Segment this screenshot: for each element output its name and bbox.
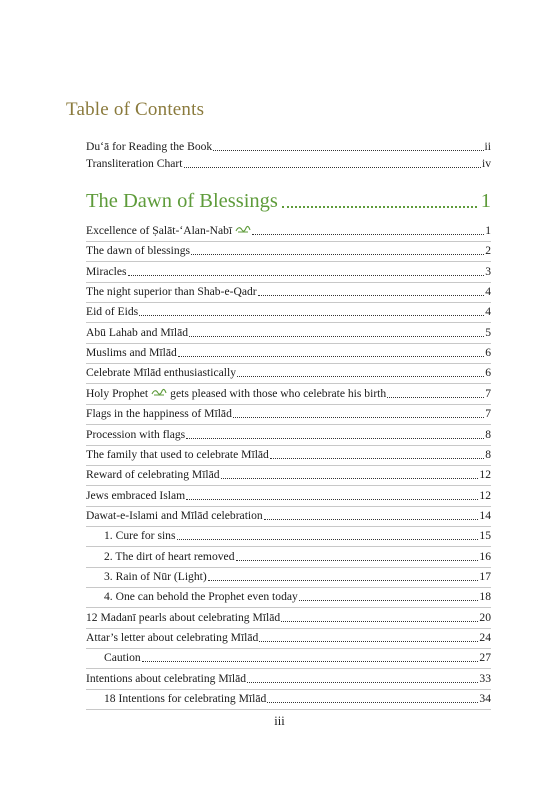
toc-entry-page: 7 bbox=[485, 387, 491, 400]
toc-entry-page: 5 bbox=[485, 326, 491, 339]
dot-leader bbox=[281, 621, 478, 622]
toc-entry-label: Celebrate Mīlād enthusiastically bbox=[86, 366, 237, 379]
toc-entry-label: Muslims and Mīlād bbox=[86, 346, 177, 359]
toc-entry[interactable] bbox=[86, 407, 491, 421]
dot-leader bbox=[186, 438, 484, 439]
toc-entry[interactable] bbox=[104, 529, 491, 543]
row-divider bbox=[86, 282, 491, 283]
row-divider bbox=[86, 363, 491, 364]
toc-entry-page: 33 bbox=[479, 672, 491, 685]
toc-entry[interactable] bbox=[104, 590, 491, 604]
toc-entry-page: 6 bbox=[485, 346, 491, 359]
toc-entry-page: 4 bbox=[485, 285, 491, 298]
dot-leader bbox=[177, 539, 479, 540]
toc-entry[interactable] bbox=[86, 631, 491, 645]
toc-entry-label: Flags in the happiness of Mīlād bbox=[86, 407, 232, 420]
toc-entry[interactable] bbox=[104, 570, 491, 584]
chapter-dot-leader bbox=[282, 206, 477, 208]
dot-leader bbox=[208, 580, 479, 581]
dot-leader bbox=[184, 167, 481, 168]
toc-entry-page: 12 bbox=[479, 489, 491, 502]
toc-entry-page: 3 bbox=[485, 265, 491, 278]
row-divider bbox=[86, 648, 491, 649]
toc-entry[interactable] bbox=[86, 387, 491, 401]
row-divider bbox=[86, 689, 491, 690]
row-divider bbox=[86, 587, 491, 588]
toc-entry-label: Transliteration Chart bbox=[86, 157, 183, 170]
toc-entry-page: 24 bbox=[479, 631, 491, 644]
row-divider bbox=[86, 506, 491, 507]
dot-leader bbox=[189, 336, 484, 337]
dot-leader bbox=[264, 519, 479, 520]
dot-leader bbox=[221, 478, 479, 479]
row-divider bbox=[86, 383, 491, 384]
dot-leader bbox=[236, 560, 479, 561]
dot-leader bbox=[213, 150, 483, 151]
dot-leader bbox=[237, 376, 484, 377]
toc-entry[interactable] bbox=[86, 265, 491, 279]
row-divider bbox=[86, 607, 491, 608]
toc-entry-label: 18 Intentions for celebrating Mīlād bbox=[104, 692, 267, 705]
row-divider bbox=[86, 424, 491, 425]
row-divider bbox=[86, 668, 491, 669]
toc-entry-page: 34 bbox=[479, 692, 491, 705]
row-divider bbox=[86, 628, 491, 629]
row-divider bbox=[86, 343, 491, 344]
toc-entry[interactable] bbox=[104, 550, 491, 564]
dot-leader bbox=[233, 417, 484, 418]
toc-entry[interactable] bbox=[86, 509, 491, 523]
dot-leader bbox=[186, 499, 478, 500]
row-divider bbox=[86, 465, 491, 466]
honorific-calligraphy-icon bbox=[235, 224, 251, 234]
toc-entry-label: Reward of celebrating Mīlād bbox=[86, 468, 220, 481]
dot-leader bbox=[270, 458, 484, 459]
toc-entry-front-1[interactable] bbox=[86, 140, 491, 154]
toc-entry-page: ii bbox=[484, 140, 491, 153]
dot-leader bbox=[128, 275, 485, 276]
toc-entry-label: Du‘ā for Reading the Book bbox=[86, 140, 213, 153]
row-divider bbox=[86, 302, 491, 303]
toc-entry[interactable] bbox=[86, 305, 491, 319]
toc-entry-page: 18 bbox=[479, 590, 491, 603]
dot-leader bbox=[259, 641, 478, 642]
toc-entry-label: Miracles bbox=[86, 265, 127, 278]
toc-entry-page: 6 bbox=[485, 366, 491, 379]
toc-entry-page: iv bbox=[481, 157, 491, 170]
toc-entry-label: Excellence of Ṣalāt-‘Alan-Nabī bbox=[86, 224, 233, 237]
toc-entry-label: The night superior than Shab-e-Qadr bbox=[86, 285, 257, 298]
toc-entry-label: Intentions about celebrating Mīlād bbox=[86, 672, 247, 685]
toc-entry[interactable] bbox=[86, 366, 491, 380]
toc-entry-label: Eid of Eids bbox=[86, 305, 139, 318]
toc-entry-page: 7 bbox=[485, 407, 491, 420]
toc-entry[interactable] bbox=[86, 285, 491, 299]
dot-leader bbox=[252, 234, 484, 235]
dot-leader bbox=[267, 702, 478, 703]
toc-entry-page: 4 bbox=[485, 305, 491, 318]
row-divider bbox=[86, 526, 491, 527]
dot-leader bbox=[258, 295, 485, 296]
toc-entry-page: 17 bbox=[479, 570, 491, 583]
toc-entry[interactable] bbox=[86, 448, 491, 462]
toc-entry-page: 8 bbox=[485, 448, 491, 461]
dot-leader bbox=[139, 315, 484, 316]
row-divider bbox=[86, 546, 491, 547]
toc-entry-label: Abū Lahab and Mīlād bbox=[86, 326, 189, 339]
toc-entry-page: 1 bbox=[485, 224, 491, 237]
toc-entry-label: Dawat-e-Islami and Mīlād celebration bbox=[86, 509, 263, 522]
toc-entry[interactable] bbox=[86, 326, 491, 340]
row-divider bbox=[86, 567, 491, 568]
toc-entry[interactable] bbox=[86, 489, 491, 503]
toc-entry-page: 8 bbox=[485, 428, 491, 441]
toc-entry-label: 12 Madanī pearls about celebrating Mīlād bbox=[86, 611, 281, 624]
dot-leader bbox=[178, 356, 484, 357]
page-number: iii bbox=[274, 714, 285, 728]
honorific-calligraphy-icon bbox=[151, 387, 167, 397]
toc-entry-label: 1. Cure for sins bbox=[104, 529, 176, 542]
dot-leader bbox=[247, 682, 478, 683]
row-divider bbox=[86, 709, 491, 710]
toc-entry-label: Holy Prophet bbox=[86, 387, 149, 400]
row-divider bbox=[86, 322, 491, 323]
toc-entry-page: 20 bbox=[479, 611, 491, 624]
toc-entry-label: The family that used to celebrate Mīlād bbox=[86, 448, 269, 461]
chapter-title: The Dawn of Blessings bbox=[86, 190, 278, 212]
row-divider bbox=[86, 261, 491, 262]
row-divider bbox=[86, 445, 491, 446]
toc-entry-label: 2. The dirt of heart removed bbox=[104, 550, 235, 563]
toc-entry[interactable] bbox=[86, 224, 491, 238]
toc-entry[interactable] bbox=[86, 672, 491, 686]
chapter-page: 1 bbox=[480, 190, 491, 212]
toc-entry-label: Procession with flags bbox=[86, 428, 186, 441]
row-divider bbox=[86, 404, 491, 405]
toc-entry-page: 12 bbox=[479, 468, 491, 481]
toc-entry-page: 14 bbox=[479, 509, 491, 522]
chapter-entry[interactable] bbox=[86, 190, 491, 213]
toc-entry[interactable] bbox=[104, 651, 491, 665]
toc-entry-label-continued: gets pleased with those who celebrate his birth bbox=[170, 387, 387, 400]
dot-leader bbox=[142, 661, 479, 662]
toc-heading: Table of Contents bbox=[66, 99, 205, 120]
toc-entry[interactable] bbox=[86, 611, 491, 625]
dot-leader bbox=[387, 397, 484, 398]
row-divider bbox=[86, 241, 491, 242]
toc-entry[interactable] bbox=[86, 428, 491, 442]
row-divider bbox=[86, 485, 491, 486]
toc-entry-label: 3. Rain of Nūr (Light) bbox=[104, 570, 207, 583]
toc-entry-page: 27 bbox=[479, 651, 491, 664]
toc-entry[interactable] bbox=[86, 346, 491, 360]
toc-entry[interactable] bbox=[104, 692, 491, 706]
toc-entry-label: Jews embraced Islam bbox=[86, 489, 186, 502]
toc-entry-front-2[interactable] bbox=[86, 157, 491, 171]
toc-entry-label: 4. One can behold the Prophet even today bbox=[104, 590, 298, 603]
toc-entry[interactable] bbox=[86, 244, 491, 258]
toc-entry-label: Attar’s letter about celebrating Mīlād bbox=[86, 631, 259, 644]
toc-entry-page: 16 bbox=[479, 550, 491, 563]
dot-leader bbox=[299, 600, 479, 601]
toc-entry-page: 15 bbox=[479, 529, 491, 542]
toc-entry-label: The dawn of blessings bbox=[86, 244, 191, 257]
toc-entry[interactable] bbox=[86, 468, 491, 482]
toc-entry-page: 2 bbox=[485, 244, 491, 257]
dot-leader bbox=[191, 254, 484, 255]
toc-entry-label: Caution bbox=[104, 651, 141, 664]
